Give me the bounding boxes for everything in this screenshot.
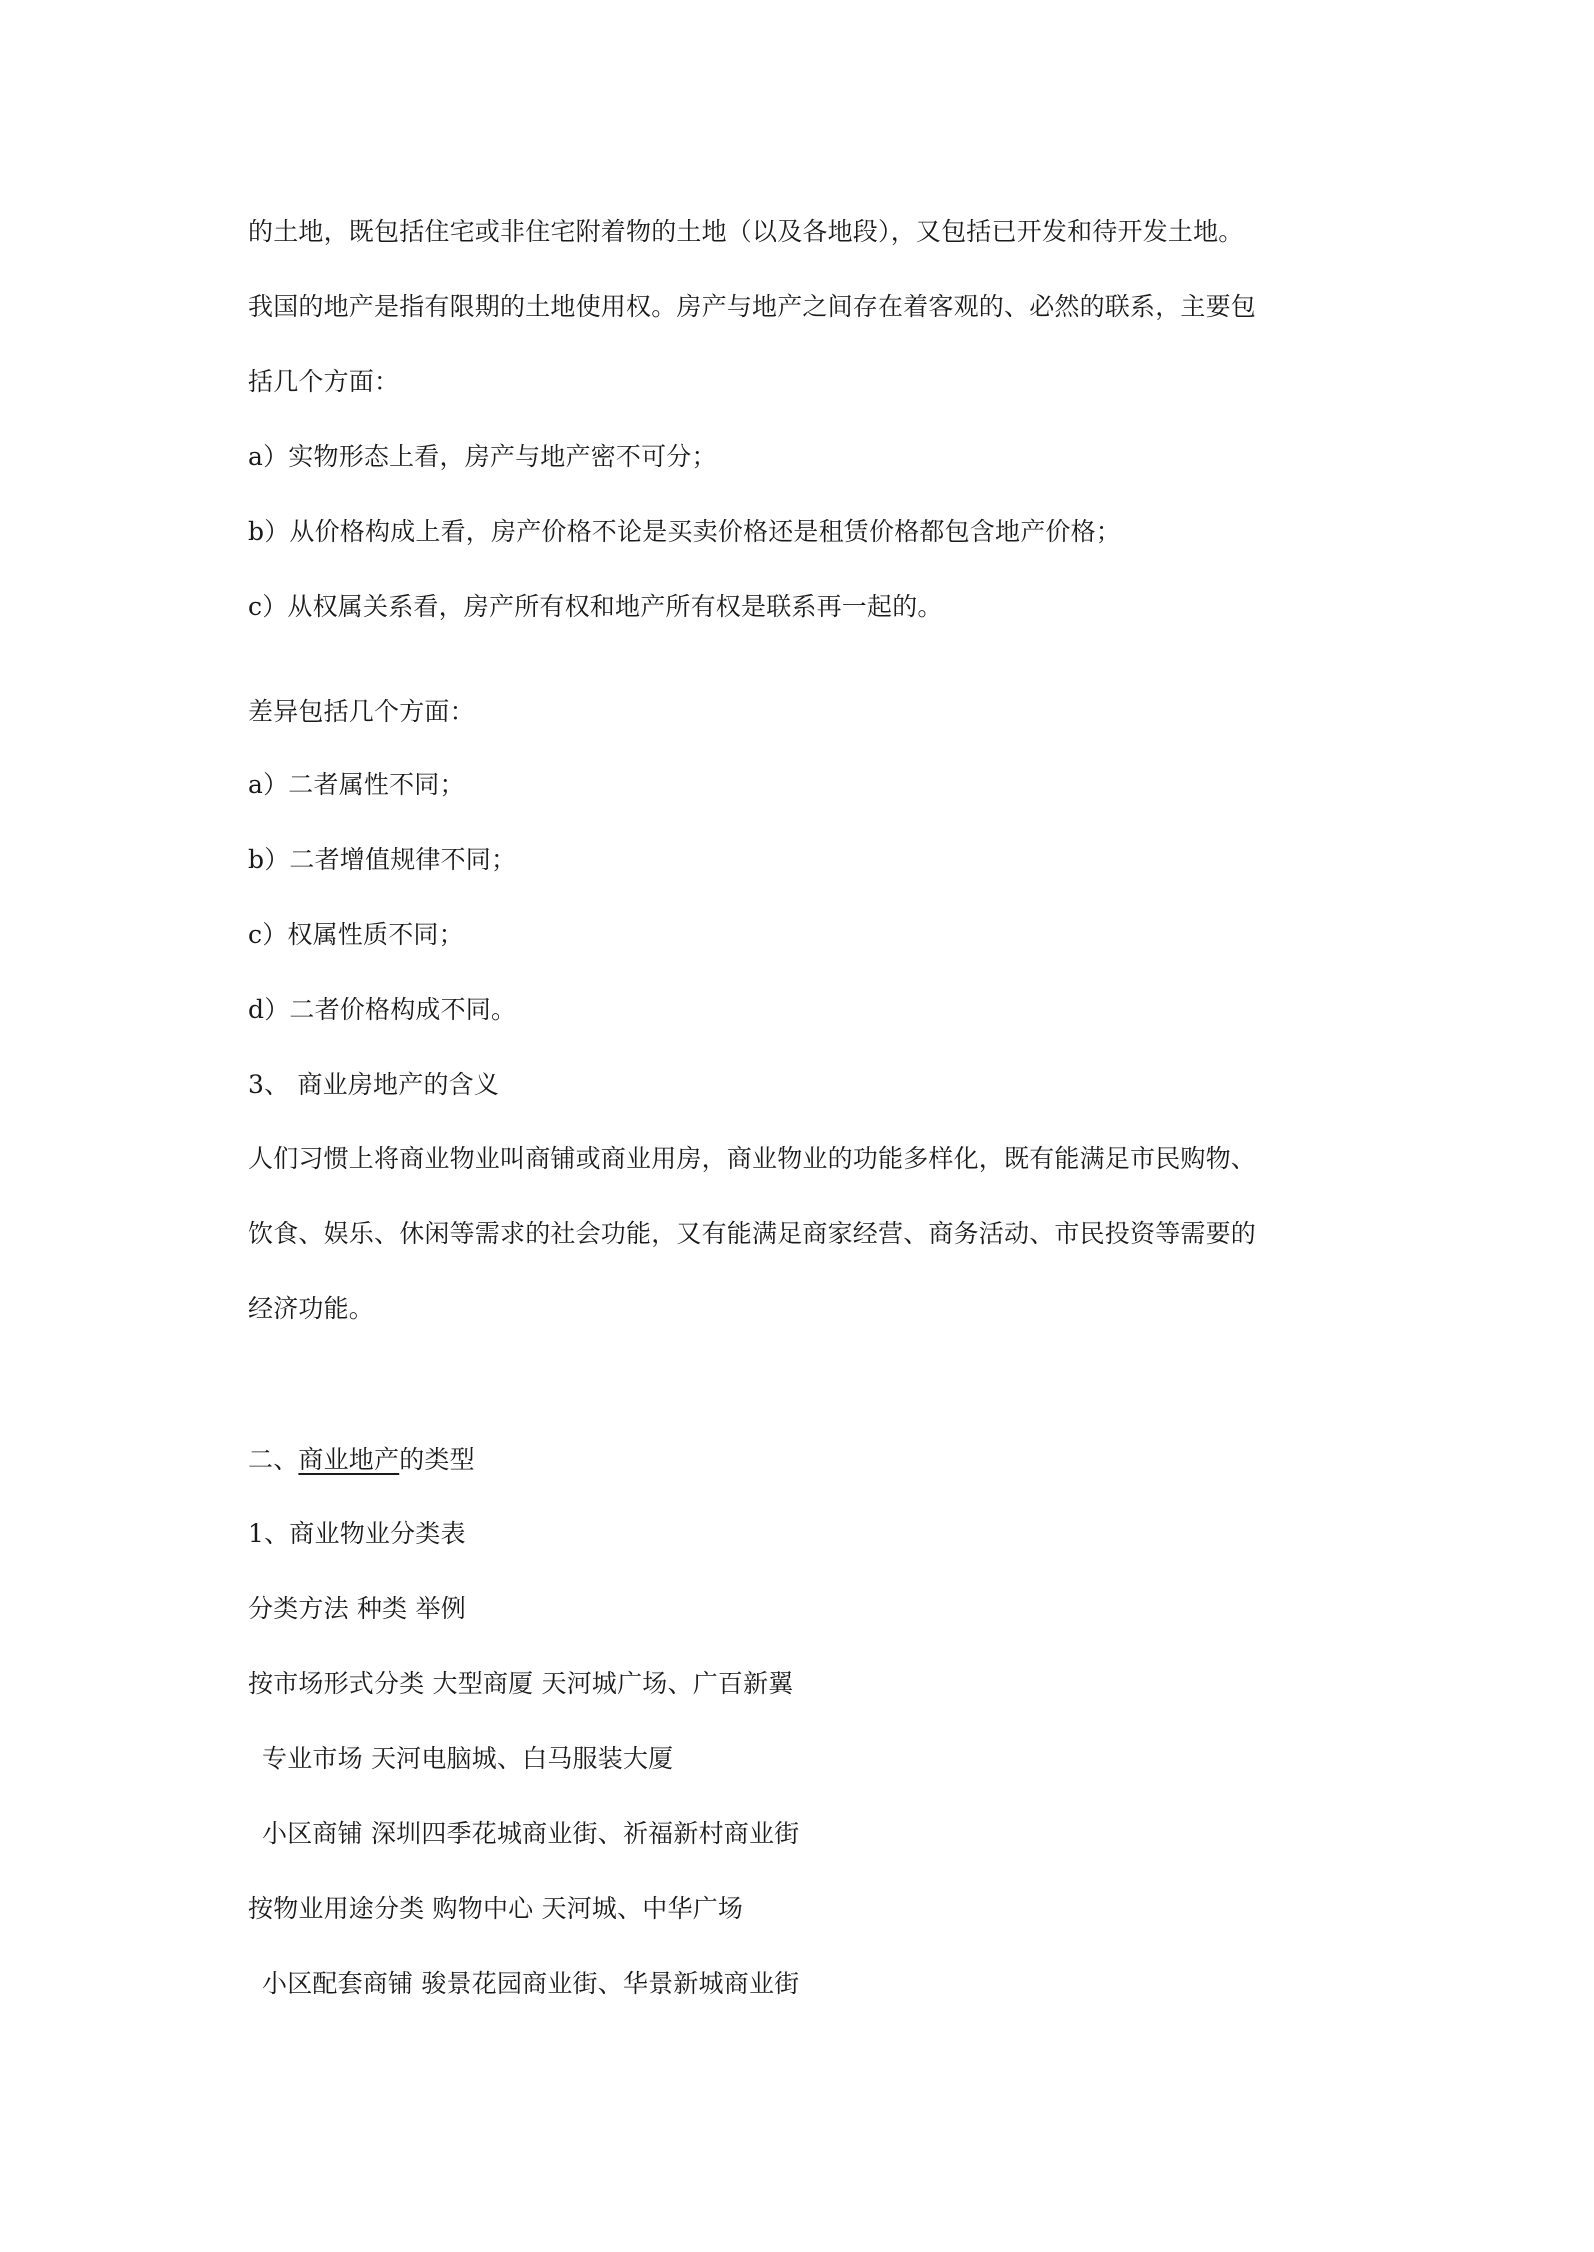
list-item: a）实物形态上看，房产与地产密不可分； (248, 442, 717, 471)
section-heading (248, 1443, 475, 1477)
table-row: 小区配套商铺 骏景花园商业街、华景新城商业街 (262, 1969, 800, 1998)
paragraph-line: 的土地，既包括住宅或非住宅附着物的土地（以及各地段），又包括已开发和待开发土地。 (248, 217, 1244, 246)
table-row: 专业市场 天河电脑城、白马服装大厦 (262, 1744, 674, 1773)
commercial-real-estate-link[interactable]: 商业地产 (298, 1445, 400, 1474)
heading-suffix: 的类型 (399, 1445, 475, 1474)
paragraph-line: 饮食、娱乐、休闲等需求的社会功能，又有能满足商家经营、商务活动、市民投资等需要的 (248, 1219, 1257, 1248)
list-item: c）从权属关系看，房产所有权和地产所有权是联系再一起的。 (248, 592, 943, 621)
paragraph-line: 括几个方面： (248, 367, 400, 396)
paragraph-line: 我国的地产是指有限期的土地使用权。房产与地产之间存在着客观的、必然的联系，主要包 (248, 292, 1257, 321)
table-header: 分类方法 种类 举例 (248, 1594, 466, 1623)
paragraph-line: 经济功能。 (248, 1294, 375, 1323)
table-title: 1、商业物业分类表 (248, 1519, 466, 1548)
table-row: 按物业用途分类 购物中心 天河城、中华广场 (248, 1894, 744, 1923)
list-item: a）二者属性不同； (248, 770, 465, 799)
heading-prefix: 二、 (248, 1445, 299, 1474)
differences-intro: 差异包括几个方面： (248, 697, 475, 726)
paragraph-line: 人们习惯上将商业物业叫商铺或商业用房，商业物业的功能多样化，既有能满足市民购物、 (248, 1144, 1257, 1173)
section-heading: 3、 商业房地产的含义 (248, 1070, 500, 1099)
table-row: 按市场形式分类 大型商厦 天河城广场、广百新翼 (248, 1669, 794, 1698)
table-row: 小区商铺 深圳四季花城商业街、祈福新村商业街 (262, 1819, 800, 1848)
list-item: c）权属性质不同； (248, 920, 464, 949)
list-item: d）二者价格构成不同。 (248, 995, 517, 1024)
list-item: b）从价格构成上看，房产价格不论是买卖价格还是租赁价格都包含地产价格； (248, 517, 1122, 546)
list-item: b）二者增值规律不同； (248, 845, 517, 874)
